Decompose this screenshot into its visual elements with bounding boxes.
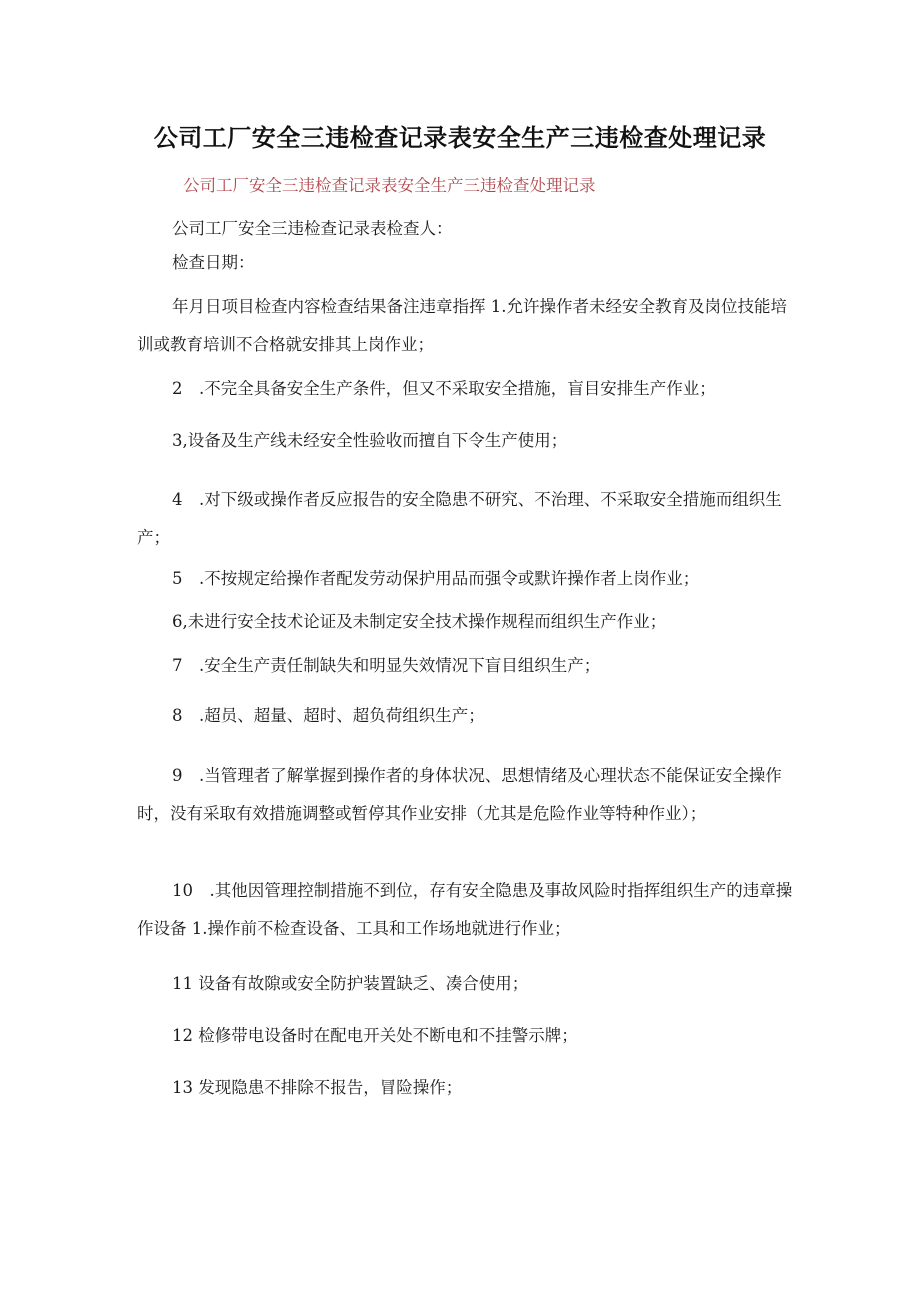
paragraph-inspector: 公司工厂安全三违检查记录表检查人： (172, 219, 453, 238)
paragraph-item-11: 11 设备有故隙或安全防护装置缺乏、凑合使用； (172, 974, 529, 993)
paragraph-item-12: 12 检修带电设备时在配电开关处不断电和不挂警示牌； (172, 1026, 578, 1045)
paragraph-item-8: 8 .超员、超量、超时、超负荷组织生产； (172, 706, 485, 725)
paragraph-item-6: 6,未进行安全技术论证及未制定安全技术操作规程而组织生产作业； (172, 612, 667, 631)
paragraph-item-9: 9 .当管理者了解掌握到操作者的身体状况、思想情绪及心理状态不能保证安全操作时，没有采取有效措施调整或暂停其作业安排（尤其是危险作业等特种作业）； (137, 766, 782, 823)
paragraph-item-7: 7 .安全生产责任制缺失和明显失效情况下盲目组织生产； (172, 656, 601, 675)
document-subtitle: 公司工厂安全三违检查记录表安全生产三违检查处理记录 (183, 176, 596, 195)
paragraph-item-4: 4 .对下级或操作者反应报告的安全隐患不研究、不治理、不采取安全措施而组织生产； (137, 490, 782, 547)
paragraph-item-5: 5 .不按规定给操作者配发劳动保护用品而强令或默许操作者上岗作业； (172, 569, 700, 588)
paragraph-item-10: 10 .其他因管理控制措施不到位，存有安全隐患及事故风险时指挥组织生产的违章操作设备 1.操作前不检查设备、工具和工作场地就进行作业； (137, 881, 793, 938)
paragraph-item-1: 年月日项目检查内容检查结果备注违章指挥 1.允许操作者未经安全教育及岗位技能培训或教育培训不合格就安排其上岗作业； (137, 297, 787, 354)
paragraph-date: 检查日期： (172, 253, 255, 272)
paragraph-item-2: 2 .不完全具备安全生产条件，但又不采取安全措施，盲目安排生产作业； (172, 379, 716, 398)
paragraph-item-13: 13 发现隐患不排除不报告，冒险操作； (172, 1078, 463, 1097)
paragraph-item-3: 3,设备及生产线未经安全性验收而擅自下令生产使用； (172, 431, 568, 450)
document-title: 公司工厂安全三违检查记录表安全生产三违检查处理记录 (153, 124, 767, 152)
